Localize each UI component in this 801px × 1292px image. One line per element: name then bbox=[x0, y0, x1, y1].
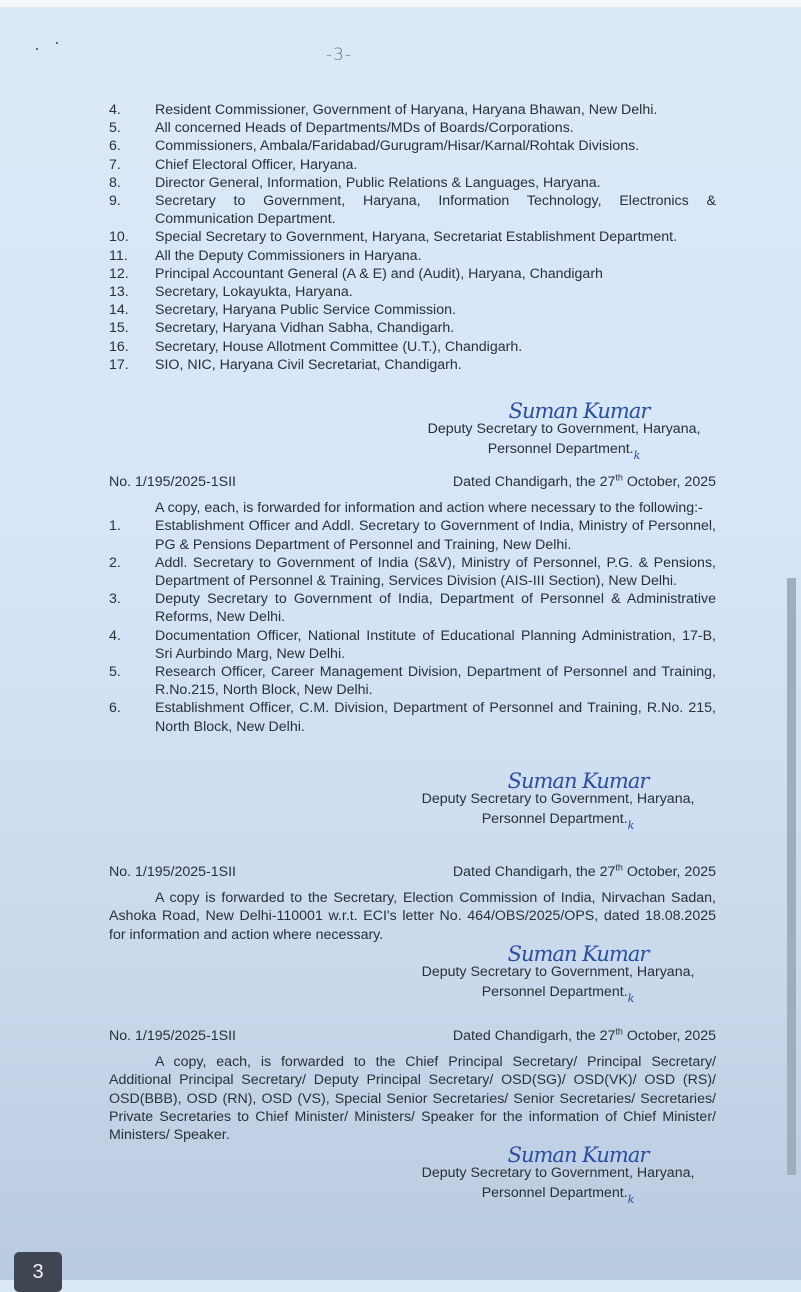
list-item-text: All the Deputy Commissioners in Haryana. bbox=[155, 247, 422, 264]
list-item-number: 11. bbox=[109, 247, 128, 264]
list-item-text: Resident Commissioner, Government of Haryana, Haryana Bhawan, New Delhi. bbox=[155, 102, 658, 118]
list-item bbox=[109, 174, 716, 192]
list-item bbox=[109, 517, 716, 553]
memo-header bbox=[109, 1027, 716, 1045]
list-item-text: Secretary, House Allotment Committee (U.T.), Chandigarh. bbox=[155, 338, 523, 355]
scrollbar-thumb[interactable] bbox=[787, 578, 796, 1175]
distribution-list bbox=[109, 101, 716, 374]
endorsement-3 bbox=[109, 1027, 716, 1144]
list-item bbox=[109, 192, 716, 228]
signature-block bbox=[398, 1143, 718, 1210]
list-item-number: 4. bbox=[109, 627, 121, 644]
list-item-text: Addl. Secretary to Government of India (S&V), Ministry of Personnel, P.G. & Pensions, Department of Personnel & Training, Services Division (AIS-III Section), New Delhi. bbox=[155, 554, 716, 590]
designation-line-2: Personnel Department. bbox=[481, 984, 628, 1001]
designation-line-2: Personnel Department. bbox=[481, 811, 628, 828]
signature-block bbox=[404, 399, 724, 466]
list-item-text: Special Secretary to Government, Haryana, Secretariat Establishment Department. bbox=[155, 229, 678, 246]
list-item-number: 17. bbox=[109, 356, 129, 373]
list-item-text: Secretary, Haryana Vidhan Sabha, Chandigarh. bbox=[155, 320, 455, 337]
list-item-text: Commissioners, Ambala/Faridabad/Gurugram/Hisar/Karnal/Rohtak Divisions. bbox=[155, 138, 640, 155]
list-item bbox=[109, 283, 716, 301]
signature-scribble: Suman Kumar bbox=[507, 769, 649, 793]
list-item-number: 15. bbox=[109, 320, 129, 337]
list-item-number: 5. bbox=[109, 120, 121, 137]
list-item bbox=[109, 119, 716, 137]
list-item-number: 6. bbox=[109, 138, 121, 155]
signature-scribble: Suman Kumar bbox=[508, 399, 650, 423]
initial-mark: k bbox=[633, 449, 641, 463]
endorsement-list bbox=[109, 517, 716, 735]
memo-header bbox=[109, 473, 716, 491]
endorsement-2 bbox=[109, 863, 716, 944]
speck bbox=[36, 48, 38, 50]
designation-line-1: Deputy Secretary to Government, Haryana, bbox=[427, 421, 701, 438]
designation-line-1: Deputy Secretary to Government, Haryana, bbox=[421, 1165, 695, 1182]
list-item-text: Documentation Officer, National Institute of Educational Planning Administration, 17-B, Sri Aurbindo Marg, New Delhi. bbox=[155, 627, 716, 662]
list-item bbox=[109, 627, 716, 663]
initial-mark: k bbox=[627, 992, 635, 1006]
designation-line-1: Deputy Secretary to Government, Haryana, bbox=[421, 791, 695, 808]
list-item-number: 12. bbox=[109, 265, 129, 282]
signature-scribble: Suman Kumar bbox=[507, 1143, 649, 1167]
list-item-number: 7. bbox=[109, 156, 121, 173]
page-number-label: -3- bbox=[326, 45, 353, 65]
signature-block bbox=[398, 942, 718, 1009]
list-item-number: 8. bbox=[109, 174, 121, 191]
memo-number: No. 1/195/2025-1SII bbox=[109, 474, 236, 490]
endorsement-text: A copy is forwarded to the Secretary, Election Commission of India, Nirvachan Sadan, Ashoka Road, New Delhi-110001 w.r.t. ECI's letter No. 464/OBS/2025/OPS, dated 18.08.2025 for information and action where necessary. bbox=[109, 890, 716, 943]
memo-date: Dated Chandigarh, the 27th October, 2025 bbox=[452, 472, 716, 490]
list-item bbox=[109, 356, 716, 374]
list-item-number: 14. bbox=[109, 302, 129, 319]
page-indicator-badge[interactable]: 3 bbox=[14, 1252, 62, 1292]
initial-mark: k bbox=[627, 819, 635, 833]
list-item bbox=[109, 699, 716, 735]
memo-header bbox=[109, 863, 716, 881]
list-item-text: Secretary to Government, Haryana, Information Technology, Electronics & Communication Department. bbox=[155, 193, 716, 228]
memo-number: No. 1/195/2025-1SII bbox=[109, 1028, 236, 1044]
initial-mark: k bbox=[627, 1193, 635, 1207]
top-edge bbox=[0, 0, 801, 7]
list-item-number: 9. bbox=[109, 193, 121, 210]
endorsement-1 bbox=[109, 473, 716, 736]
list-item bbox=[109, 319, 716, 337]
list-item-number: 3. bbox=[109, 591, 121, 608]
list-item-text: Secretary, Lokayukta, Haryana. bbox=[155, 284, 353, 301]
list-item-text: SIO, NIC, Haryana Civil Secretariat, Chandigarh. bbox=[155, 356, 462, 373]
list-item-number: 4. bbox=[109, 102, 121, 118]
list-item bbox=[109, 338, 716, 356]
list-item bbox=[109, 265, 716, 283]
memo-number: No. 1/195/2025-1SII bbox=[109, 864, 236, 880]
memo-date: Dated Chandigarh, the 27th October, 2025 bbox=[452, 862, 716, 880]
list-item-text: Principal Accountant General (A & E) and (Audit), Haryana, Chandigarh bbox=[155, 265, 603, 282]
list-item bbox=[109, 156, 716, 174]
list-item bbox=[109, 137, 716, 155]
list-item bbox=[109, 590, 716, 626]
list-item-text: All concerned Heads of Departments/MDs of Boards/Corporations. bbox=[155, 120, 574, 137]
list-item-text: Establishment Officer, C.M. Division, Department of Personnel and Training, R.No. 215, North Block, New Delhi. bbox=[155, 700, 716, 735]
list-item-number: 10. bbox=[109, 229, 129, 246]
signature-scribble: Suman Kumar bbox=[507, 942, 649, 966]
list-item bbox=[109, 101, 716, 119]
designation-line-2: Personnel Department. bbox=[481, 1185, 628, 1202]
speck bbox=[56, 42, 58, 44]
list-item bbox=[109, 554, 716, 590]
designation-line-1: Deputy Secretary to Government, Haryana, bbox=[421, 964, 695, 981]
list-item bbox=[109, 663, 716, 699]
list-item-text: Chief Electoral Officer, Haryana. bbox=[155, 156, 358, 173]
endorsement-text: A copy, each, is forwarded to the Chief Principal Secretary/ Principal Secretary/ Additional Principal Secretary/ Deputy Principal Secretary/ OSD(SG)/ OSD(VK)/ OSD (RS)/ OSD(BBB), OSD (RN), OSD (VS), Special Senior Secretaries/ Senior Secretaries/ Secretaries/ Private Secretaries to Chief Minister/ Ministers/ Speaker for the information of Chief Minister/ Ministers/ Speaker. bbox=[109, 1054, 716, 1144]
endorsement-intro: A copy, each, is forwarded for information and action where necessary to the following:- bbox=[155, 500, 703, 517]
list-item bbox=[109, 301, 716, 319]
list-item-text: Research Officer, Career Management Division, Department of Personnel and Training, R.No.215, North Block, New Delhi. bbox=[155, 664, 716, 699]
list-item-text: Establishment Officer and Addl. Secretary to Government of India, Ministry of Personnel, PG & Pensions Department of Personnel and Training, New Delhi. bbox=[155, 518, 716, 553]
list-item-number: 6. bbox=[109, 700, 121, 717]
list-item-number: 5. bbox=[109, 664, 121, 681]
designation-line-2: Personnel Department. bbox=[487, 441, 634, 458]
list-item-number: 2. bbox=[109, 554, 121, 571]
list-item-text: Secretary, Haryana Public Service Commission. bbox=[155, 302, 456, 319]
list-item bbox=[109, 247, 716, 265]
list-item-number: 16. bbox=[109, 338, 129, 355]
list-item-number: 13. bbox=[109, 284, 129, 301]
memo-date: Dated Chandigarh, the 27th October, 2025 bbox=[452, 1026, 716, 1044]
list-item bbox=[109, 228, 716, 246]
list-item-number: 1. bbox=[109, 518, 121, 535]
list-item-text: Deputy Secretary to Government of India, Department of Personnel & Administrative Reforms, New Delhi. bbox=[155, 591, 716, 626]
signature-block bbox=[398, 769, 718, 836]
list-item-text: Director General, Information, Public Relations & Languages, Haryana. bbox=[155, 174, 601, 191]
